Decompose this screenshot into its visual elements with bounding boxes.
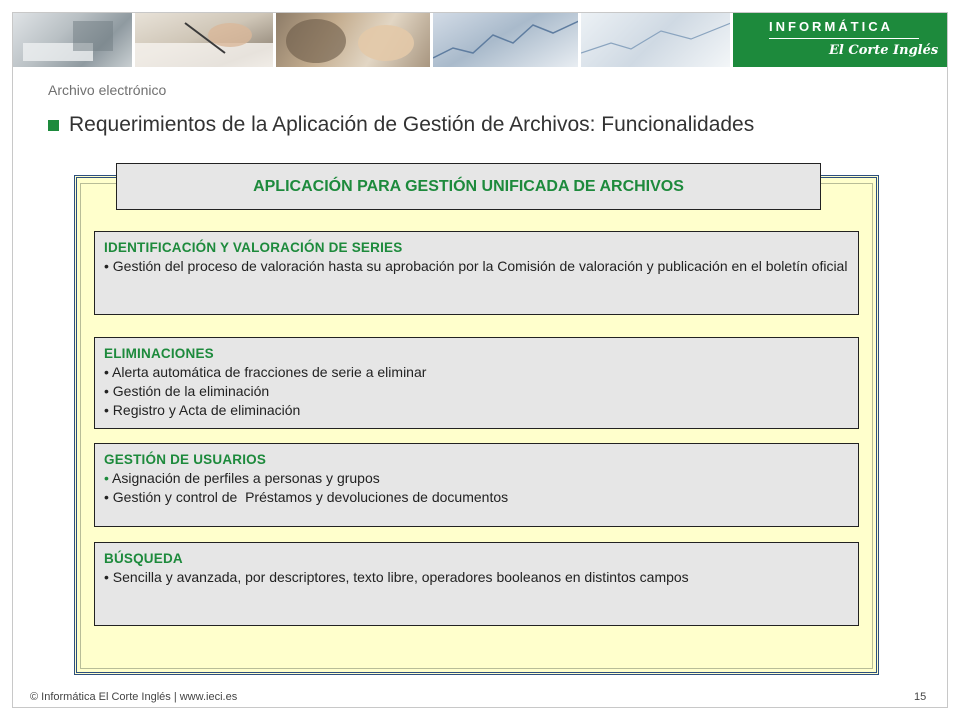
card-title: IDENTIFICACIÓN Y VALORACIÓN DE SERIES	[104, 240, 403, 255]
card-item-text: Gestión de la eliminación	[112, 383, 270, 399]
card-identificacion	[94, 231, 859, 315]
banner-photo-chart	[433, 13, 578, 67]
bullet-icon: •	[104, 364, 113, 380]
card-item-text: Gestión del proceso de valoración hasta su aprobación por la Comisión de valoración y publicación en el boletín oficial	[112, 258, 848, 274]
app-title-box	[116, 163, 821, 210]
card-item	[104, 382, 849, 401]
card-item	[104, 469, 849, 488]
banner-photo-graph	[581, 13, 730, 67]
bullet-icon: •	[104, 470, 113, 486]
bullet-icon: •	[104, 569, 113, 585]
card-item-text: Gestión y control de Préstamos y devoluciones de documentos	[112, 489, 509, 505]
banner-photo-meeting	[276, 13, 430, 67]
card-usuarios	[94, 443, 859, 527]
card-title: GESTIÓN DE USUARIOS	[104, 452, 267, 467]
card-item-text: Asignación de perfiles a personas y grupos	[112, 470, 380, 486]
bullet-icon: •	[104, 383, 113, 399]
section-label: Archivo electrónico	[48, 82, 167, 98]
card-item	[104, 257, 849, 276]
card-item	[104, 401, 849, 420]
bullet-icon: •	[104, 489, 113, 505]
footer-copyright: © Informática El Corte Inglés | www.ieci.es	[30, 691, 238, 703]
banner-photo-office	[13, 13, 132, 67]
card-title: ELIMINACIONES	[104, 346, 214, 361]
card-item	[104, 363, 849, 382]
brand-logo	[733, 13, 947, 67]
header-banner	[13, 13, 733, 67]
card-item-text: Registro y Acta de eliminación	[112, 402, 301, 418]
bullet-icon: •	[104, 402, 113, 418]
title-bullet-icon	[48, 120, 59, 131]
bullet-icon: •	[104, 258, 113, 274]
page-title-row	[48, 113, 754, 137]
brand-divider	[769, 38, 919, 39]
brand-name: INFORMÁTICA	[769, 19, 893, 34]
card-item	[104, 488, 849, 507]
app-title: APLICACIÓN PARA GESTIÓN UNIFICADA DE ARCHIVOS	[253, 177, 684, 195]
card-eliminaciones	[94, 337, 859, 429]
card-item	[104, 568, 849, 587]
brand-subtitle: El Corte Inglés	[829, 43, 939, 58]
banner-photo-writing	[135, 13, 272, 67]
card-item-text: Sencilla y avanzada, por descriptores, texto libre, operadores booleanos en distintos campos	[112, 569, 689, 585]
card-item-text: Alerta automática de fracciones de serie a eliminar	[112, 364, 427, 380]
card-busqueda	[94, 542, 859, 626]
page-title: Requerimientos de la Aplicación de Gestión de Archivos: Funcionalidades	[69, 113, 755, 136]
footer-page-number: 15	[914, 691, 927, 703]
card-title: BÚSQUEDA	[104, 551, 183, 566]
